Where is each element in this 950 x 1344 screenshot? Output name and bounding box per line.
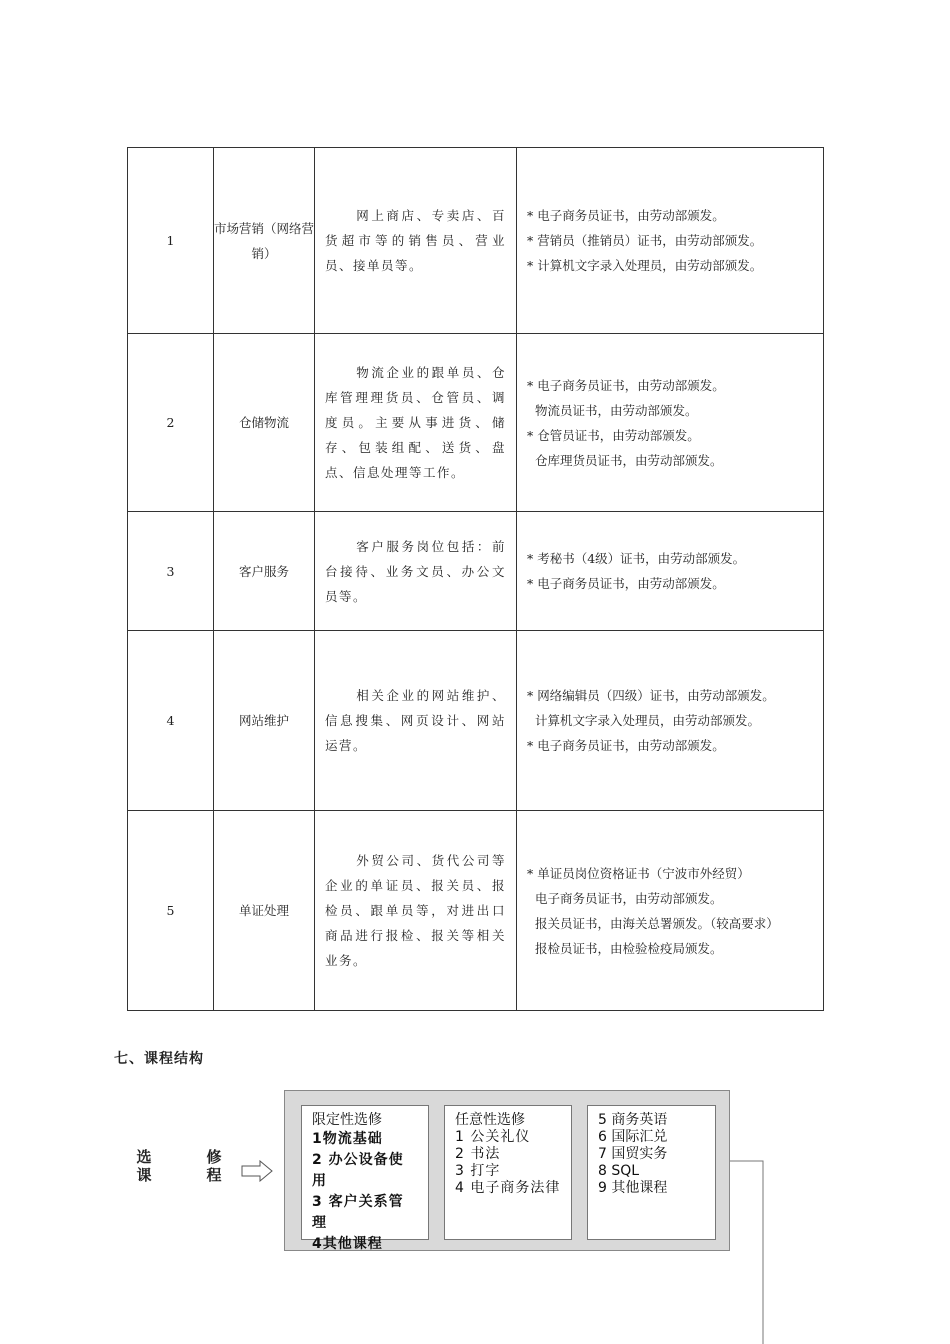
- certificate-line: * 电子商务员证书，由劳动部颁发。: [527, 377, 725, 393]
- course-item: 1物流基础: [312, 1131, 383, 1147]
- box-title: 任意性选修: [455, 1112, 525, 1128]
- course-item: 9 其他课程: [598, 1180, 668, 1196]
- job-direction: 单证处理: [214, 811, 315, 1011]
- certificate-line: * 仓管员证书，由劳动部颁发。: [527, 427, 700, 443]
- job-positions: 外贸公司、货代公司等企业的单证员、报关员、报检员、跟单员等，对进出口商品进行报检、报关等相关业务。: [325, 853, 506, 968]
- job-direction: 客户服务: [214, 512, 315, 631]
- certificate-line: 报检员证书，由检验检疫局颁发。: [527, 940, 723, 956]
- diagram-label-right: 修程: [206, 1148, 222, 1184]
- table-row: [128, 631, 824, 811]
- job-positions: 物流企业的跟单员、仓库管理理货员、仓管员、调度员。主要从事进货、储存、包装组配、送货、盘点、信息处理等工作。: [325, 365, 506, 480]
- job-direction: 市场营销（网络营销）: [214, 148, 315, 334]
- job-direction: 仓储物流: [214, 334, 315, 512]
- diagram-label-left: 选课: [136, 1148, 152, 1184]
- free-electives-box: [444, 1105, 572, 1240]
- box-title: 限定性选修: [312, 1112, 382, 1128]
- certificate-line: * 单证员岗位资格证书（宁波市外经贸）: [527, 865, 750, 881]
- certificate-line: * 电子商务员证书，由劳动部颁发。: [527, 738, 725, 753]
- certificate-line: 计算机文字录入处理员，由劳动部颁发。: [527, 713, 760, 728]
- certificate-line: * 电子商务员证书，由劳动部颁发。: [527, 208, 725, 223]
- arrow-right-icon: [241, 1160, 273, 1182]
- table-row: [128, 512, 824, 631]
- course-item: 2 办公设备使用: [312, 1152, 404, 1189]
- job-certificate-table: [127, 147, 824, 1011]
- certificates-cell: [517, 148, 824, 334]
- certificates-cell: [517, 811, 824, 1011]
- row-number: 4: [128, 631, 214, 811]
- row-number: 5: [128, 811, 214, 1011]
- certificate-line: 电子商务员证书，由劳动部颁发。: [527, 890, 723, 906]
- certificate-line: 仓库理货员证书，由劳动部颁发。: [527, 452, 723, 468]
- connector-line: [730, 1160, 770, 1344]
- table-row: [128, 811, 824, 1011]
- certificate-line: * 电子商务员证书，由劳动部颁发。: [527, 576, 725, 591]
- row-number: 1: [128, 148, 214, 334]
- course-item: 4其他课程: [312, 1236, 383, 1252]
- course-item: 3 客户关系管理: [312, 1194, 404, 1231]
- course-item: 2 书法: [455, 1146, 501, 1162]
- certificate-line: * 营销员（推销员）证书，由劳动部颁发。: [527, 233, 763, 248]
- course-item: 8 SQL: [598, 1163, 640, 1179]
- course-item: 3 打字: [455, 1163, 501, 1179]
- course-item: 6 国际汇兑: [598, 1129, 668, 1145]
- job-direction: 网站维护: [214, 631, 315, 811]
- certificate-line: * 网络编辑员（四级）证书，由劳动部颁发。: [527, 688, 775, 703]
- job-positions: 客户服务岗位包括：前台接待、业务文员、办公文员等。: [325, 538, 506, 604]
- row-number: 3: [128, 512, 214, 631]
- course-item: 7 国贸实务: [598, 1146, 668, 1162]
- table-row: [128, 148, 824, 334]
- certificates-cell: [517, 631, 824, 811]
- section-heading: 七、课程结构: [114, 1051, 204, 1067]
- certificate-line: 物流员证书，由劳动部颁发。: [527, 402, 698, 418]
- certificate-line: * 考秘书（4级）证书，由劳动部颁发。: [527, 551, 746, 566]
- table-row: [128, 334, 824, 512]
- job-positions: 相关企业的网站维护、信息搜集、网页设计、网站运营。: [325, 688, 506, 753]
- certificates-cell: [517, 512, 824, 631]
- course-item: 4 电子商务法律: [455, 1180, 561, 1196]
- course-item: 1 公关礼仪: [455, 1129, 531, 1145]
- certificate-line: * 计算机文字录入处理员，由劳动部颁发。: [527, 258, 763, 273]
- certificates-cell: [517, 334, 824, 512]
- certificate-line: 报关员证书，由海关总署颁发。（较高要求）: [527, 915, 779, 931]
- job-positions: 网上商店、专卖店、百货超市等的销售员、营业员、接单员等。: [325, 208, 506, 273]
- course-structure-panel: [284, 1090, 730, 1251]
- restricted-electives-box: [301, 1105, 429, 1252]
- free-electives-continued-box: [587, 1105, 716, 1240]
- row-number: 2: [128, 334, 214, 512]
- course-item: 5 商务英语: [598, 1112, 668, 1128]
